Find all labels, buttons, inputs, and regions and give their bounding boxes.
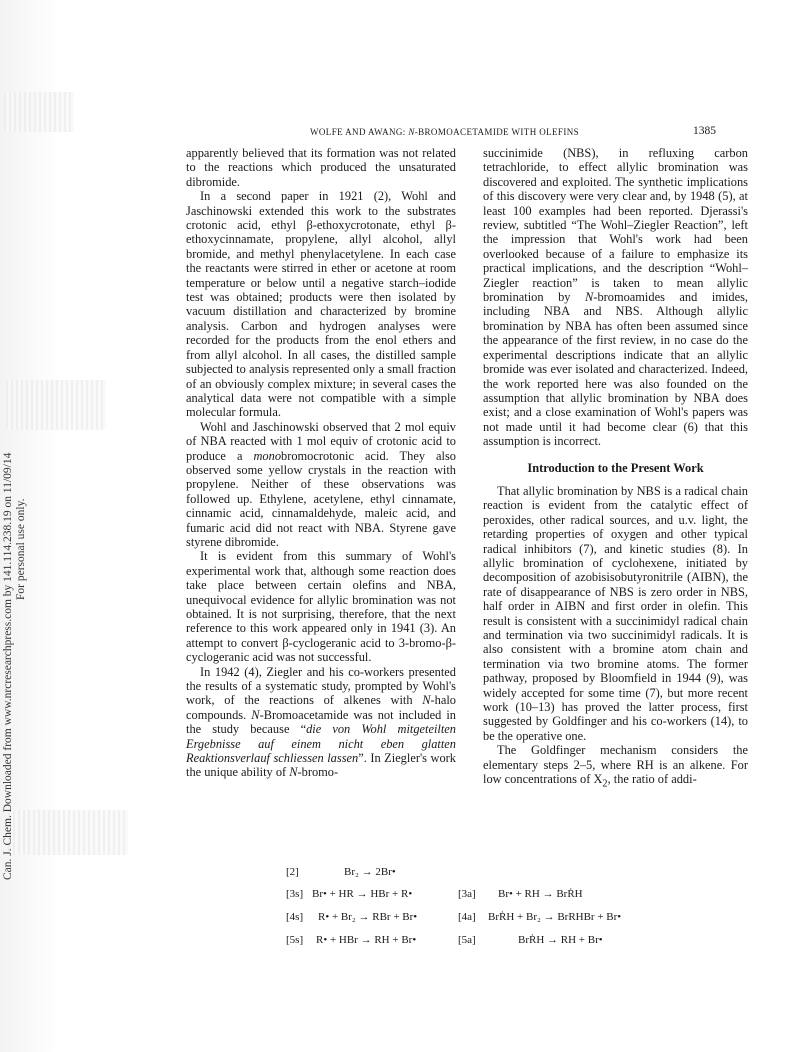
paragraph: That allylic bromination by NBS is a radical chain reaction is evident from the catalytic effect of peroxides, other radical sources, and u.v. light, the retarding properties of oxygen and other typical radical inhibitors (7), and kinetic studies (8). In allylic bromination of cyclohexene, initiated by decomposition of azobisisobutyronitrile (AIBN), the rate of disappearance of NBS is zero order in NBS, half order in AIBN and first order in olefin. This result is consistent with a succinimidyl radical chain and termination via two succinimidyl radicals. It is also consistent with a bromine atom chain and termination via two bromine atoms. The former pathway, proposed by Bloomfield in 1944 (9), was widely accepted for some time (7), but more recent work (10–13) has proved the latter process, first suggested by Goldfinger and his co-workers (14), to be the operative one.: [483, 483, 748, 743]
running-title: WOLFE AND AWANG: N-BROMOACETAMIDE WITH OLEFINS: [310, 127, 580, 137]
page-number: 1385: [693, 125, 716, 137]
equation-4s: [4s] R• + Br₂ → RBr + Br•: [286, 911, 418, 923]
paragraph: Wohl and Jaschinowski observed that 2 mol equiv of NBA reacted with 1 mol equiv of crotonic acid to produce a monobromocrotonic acid. They also observed some yellow crystals in the reaction with propylene. Neither of these observations was followed up. Ethylene, acetylene, ethyl cinnamate, cinnamic acid, cinnamaldehyde, maleic acid, and fumaric acid did not react with NBA. Styrene gave styrene dibromide.: [186, 419, 457, 549]
paragraph: apparently believed that its formation was not related to the reactions which produced the unsaturated dibromide.: [186, 146, 456, 189]
left-column: [186, 146, 456, 780]
equation-3a: [3a] Br• + RH → BrṘH: [458, 888, 583, 900]
paragraph: In a second paper in 1921 (2), Wohl and Jaschinowski extended this work to the substrates crotonic acid, ethyl β-ethoxycrotonate, ethyl β-ethoxycinnamate, propylene, allyl alcohol, allyl bromide, and methyl phenylacetylene. In each case the reactants were stirred in ether or acetone at room temperature or below until a negative starch–iodide test was obtained; products were then isolated by vacuum distillation and characterized by bromine analysis. Carbon and hydrogen analyses were recorded for the products from the enol ethers and from allyl alcohol. In all cases, the distilled sample subjected to analysis represented only a small fraction of an obviously complex mixture; in several cases the analytical data were not compatible with a simple molecular formula.: [186, 189, 456, 420]
paragraph: It is evident from this summary of Wohl's experimental work that, although some reaction does take place between certain olefins and NBA, unequivocal evidence for allylic bromination was not obtained. It is not surprising, therefore, that the next reference to this work appeared only in 1941 (3). An attempt to convert β-cyclogeranic acid to 3-bromo-β-cyclogeranic acid was not successful.: [186, 549, 456, 665]
running-header: [185, 125, 716, 141]
equation-2: [2] Br₂ → 2Br•: [286, 866, 396, 878]
download-watermark: [0, 200, 28, 900]
scan-artifact: [4, 92, 74, 132]
paragraph: The Goldfinger mechanism considers the elementary steps 2–5, where RH is an alkene. For low concentrations of $X_2$, the ratio of addi-: [483, 743, 748, 790]
equation-5s: [5s] R• + HBr → RH + Br•: [286, 934, 417, 946]
section-heading: Introduction to the Present Work: [527, 460, 704, 475]
right-column: [483, 146, 748, 792]
paragraph: In 1942 (4), Ziegler and his co-workers presented the results of a systematic study, prompted by Wohl's work, of the reactions of alkenes with N-halo compounds. N-Bromoacetamide was not included in the study because “die von Wohl mitgeteilten Ergebnisse auf einem nicht eben glatten Reaktionsverlauf schliessen lassen”. In Ziegler's work the unique ability of N-bromo-: [186, 664, 456, 780]
personal-use-notice: For personal use only.: [15, 498, 27, 600]
equation-5a: [5a] BrṘH → RH + Br•: [458, 934, 603, 946]
download-notice: Can. J. Chem. Downloaded from www.nrcresearchpress.com by 141.114.238.19 on 11/09/14: [2, 452, 14, 880]
paragraph: succinimide (NBS), in refluxing carbon tetrachloride, to effect allylic bromination was discovered and exploited. The synthetic implications of this discovery were very clear and, by 1948 (5), at least 100 examples had been reported. Djerassi's review, subtitled “The Wohl–Ziegler Reaction”, left the impression that Wohl's work had been overlooked because of a failure to emphasize its practical implications, and the description “Wohl–Ziegler reaction” is taken to mean allylic bromination by N-bromoamides and imides, including NBA and NBS. Although allylic bromination by NBA has often been assumed since the appearance of the first review, in no case do the experimental descriptions indicate that an allylic bromide was ever isolated and characterized. Indeed, the work reported here was also founded on the assumption that allylic bromination by NBA does exist; and a close examination of Wohl's papers was not made until it had become clear (6) that this assumption is incorrect.: [483, 146, 748, 449]
equation-4a: [4a] BrṘH + Br₂ → BrRHBr + Br•: [458, 911, 622, 923]
equation-3s: [3s] Br• + HR → HBr + R•: [286, 888, 413, 900]
